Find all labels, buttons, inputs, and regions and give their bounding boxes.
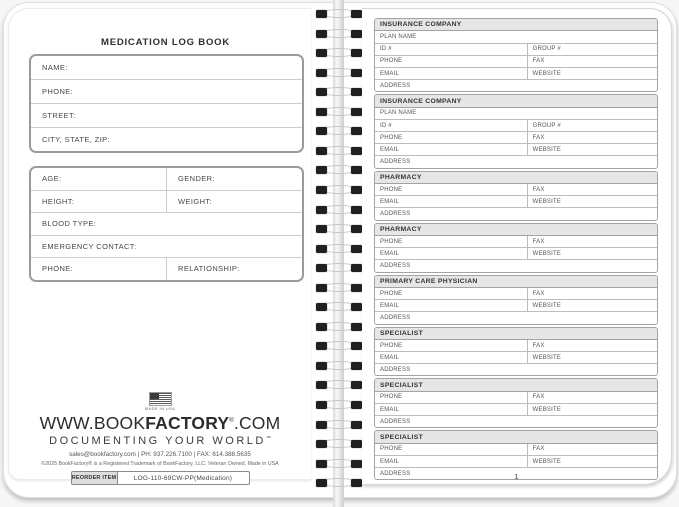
field-label: WEBSITE (527, 68, 657, 79)
field-label: ADDRESS (380, 82, 411, 89)
field-row (31, 79, 302, 103)
binding-coil (316, 321, 362, 334)
left-page (8, 8, 311, 480)
field-row (375, 288, 657, 299)
field-label: WEBSITE (527, 456, 657, 467)
form-section (374, 18, 658, 92)
binding-coil (316, 399, 362, 412)
punch-hole-left (316, 166, 327, 174)
binding-coil (316, 106, 362, 119)
bookfactory-footer (39, 393, 281, 485)
punch-hole-right (351, 206, 362, 214)
field-label: HEIGHT: (42, 196, 75, 206)
field-row (375, 392, 657, 403)
field-row (375, 415, 657, 427)
punch-hole-left (316, 381, 327, 389)
field-row (375, 108, 657, 119)
field-row (31, 103, 302, 127)
field-row (375, 259, 657, 271)
binding-coil (316, 86, 362, 99)
reorder-item-label: REORDER ITEM (72, 472, 118, 484)
field-label: EMAIL (380, 354, 400, 361)
field-row (31, 56, 302, 79)
field-label: EMAIL (380, 198, 400, 205)
field-row (375, 340, 657, 351)
field-label: PHONE (380, 186, 403, 193)
punch-hole-left (316, 362, 327, 370)
field-row (375, 119, 657, 131)
field-label: ADDRESS (380, 470, 411, 477)
field-row (375, 131, 657, 143)
punch-hole-right (351, 245, 362, 253)
binding-coil (316, 262, 362, 275)
punch-hole-right (351, 401, 362, 409)
binding-coil (316, 419, 362, 432)
binding-coil (316, 458, 362, 471)
field-label: FAX (527, 392, 657, 403)
punch-hole-left (316, 10, 327, 18)
field-label: ADDRESS (380, 418, 411, 425)
field-label: ADDRESS (380, 211, 411, 218)
binding-coil (316, 360, 362, 373)
punch-hole-right (351, 381, 362, 389)
punch-hole-right (351, 147, 362, 155)
field-label: CITY, STATE, ZIP: (42, 135, 111, 144)
punch-hole-right (351, 264, 362, 272)
binding-coil (316, 125, 362, 138)
field-row (375, 55, 657, 67)
punch-hole-right (351, 69, 362, 77)
punch-hole-left (316, 303, 327, 311)
punch-hole-left (316, 206, 327, 214)
field-label: ADDRESS (380, 262, 411, 269)
punch-hole-left (316, 284, 327, 292)
punch-hole-left (316, 147, 327, 155)
field-row (375, 247, 657, 259)
page-title: MEDICATION LOG BOOK (100, 37, 231, 48)
field-label: PHONE (380, 394, 403, 401)
field-label: PHONE (380, 290, 403, 297)
reorder-item-bar (71, 471, 250, 485)
field-row (375, 207, 657, 219)
field-label: AGE: (42, 174, 62, 184)
form-section (374, 171, 658, 221)
punch-hole-left (316, 225, 327, 233)
punch-hole-left (316, 264, 327, 272)
field-row (375, 79, 657, 91)
binding-coil (316, 28, 362, 41)
field-row (31, 127, 302, 151)
field-label: ID # (380, 46, 392, 53)
punch-hole-right (351, 49, 362, 57)
section-header: SPECIALIST (375, 328, 657, 340)
punch-hole-right (351, 421, 362, 429)
section-header: SPECIALIST (375, 379, 657, 391)
punch-hole-right (351, 323, 362, 331)
punch-hole-left (316, 342, 327, 350)
flag-caption: MADE IN USA (144, 406, 176, 411)
section-header: PHARMACY (375, 224, 657, 236)
tagline-text: DOCUMENTING YOUR WORLD (49, 435, 266, 447)
field-row (375, 195, 657, 207)
punch-hole-left (316, 245, 327, 253)
field-label: WEBSITE (527, 196, 657, 207)
brand-tagline (49, 435, 271, 447)
binding-coil (316, 438, 362, 451)
punch-hole-right (351, 10, 362, 18)
field-label: FAX (527, 236, 657, 247)
field-label: STREET: (42, 111, 76, 120)
punch-hole-left (316, 479, 327, 487)
field-label: FAX (527, 132, 657, 143)
field-row (375, 299, 657, 311)
registered-mark: ® (229, 418, 234, 425)
binding-coil (316, 145, 362, 158)
form-section (374, 327, 658, 377)
field-label: PLAN NAME (380, 33, 417, 40)
field-label: FAX (527, 444, 657, 455)
usa-flag-icon (150, 393, 171, 405)
punch-hole-left (316, 421, 327, 429)
punch-hole-right (351, 303, 362, 311)
field-row (375, 43, 657, 55)
brand-prefix: WWW.BOOK (39, 413, 146, 433)
field-label: EMAIL (380, 70, 400, 77)
field-label: PHONE (380, 446, 403, 453)
binding-coil (316, 67, 362, 80)
binding-coil (316, 243, 362, 256)
field-label: WEBSITE (527, 300, 657, 311)
binding-coil (316, 164, 362, 177)
right-page (362, 8, 672, 485)
section-header: INSURANCE COMPANY (375, 19, 657, 31)
punch-hole-right (351, 166, 362, 174)
field-label: EMAIL (380, 458, 400, 465)
trademark-mark: ™ (265, 435, 271, 442)
binding-coil (316, 8, 362, 21)
punch-hole-right (351, 440, 362, 448)
punch-hole-left (316, 401, 327, 409)
contact-line: sales@bookfactory.com | PH: 937.226.7100 | FAX: 614.388.5635 (69, 451, 251, 458)
field-label: EMERGENCY CONTACT: (42, 241, 137, 251)
punch-hole-left (316, 323, 327, 331)
field-label: FAX (527, 340, 657, 351)
section-header: PRIMARY CARE PHYSICIAN (375, 276, 657, 288)
punch-hole-right (351, 460, 362, 468)
punch-hole-right (351, 342, 362, 350)
field-label: FAX (527, 288, 657, 299)
form-section (374, 223, 658, 273)
field-label: NAME: (42, 63, 68, 72)
field-label: ADDRESS (380, 366, 411, 373)
field-row (375, 363, 657, 375)
field-label: GROUP # (527, 44, 657, 55)
field-row (375, 184, 657, 195)
form-section (374, 94, 658, 168)
field-row (375, 351, 657, 363)
field-label: PHONE (380, 134, 403, 141)
binding-coil (316, 340, 362, 353)
field-row (375, 155, 657, 167)
field-row (375, 236, 657, 247)
punch-hole-left (316, 460, 327, 468)
page-number: 1 (514, 472, 519, 481)
field-label: WEBSITE (527, 404, 657, 415)
reorder-item-value: LOG-110-69CW-PP(Medication) (133, 474, 233, 482)
copyright-line: ©2025 BookFactory® is a Registered Trademark of BookFactory, LLC. Veteran Owned, Made in USA (41, 461, 279, 467)
field-row (31, 235, 302, 258)
field-row (375, 31, 657, 42)
punch-hole-left (316, 69, 327, 77)
field-label: EMAIL (380, 250, 400, 257)
binding-coil (316, 477, 362, 490)
punch-hole-right (351, 88, 362, 96)
field-label: PLAN NAME (380, 110, 417, 117)
punch-hole-left (316, 186, 327, 194)
field-label: GENDER: (166, 168, 302, 190)
field-label: EMAIL (380, 302, 400, 309)
field-label: GROUP # (527, 120, 657, 131)
field-row (375, 67, 657, 79)
punch-hole-right (351, 225, 362, 233)
profile-info-box (29, 166, 304, 282)
binding-coil (316, 282, 362, 295)
field-label: ADDRESS (380, 314, 411, 321)
punch-hole-right (351, 362, 362, 370)
punch-hole-right (351, 284, 362, 292)
field-label: FAX (527, 56, 657, 67)
field-label: PHONE (380, 238, 403, 245)
field-label: BLOOD TYPE: (42, 219, 97, 229)
binding-coil (316, 204, 362, 217)
field-row (375, 444, 657, 455)
binding-coil (316, 223, 362, 236)
field-row (375, 311, 657, 323)
field-row (31, 257, 302, 280)
field-label: WEIGHT: (166, 191, 302, 213)
binding-coil (316, 301, 362, 314)
field-label: PHONE (380, 58, 403, 65)
contact-info-box (29, 54, 304, 153)
field-label: ADDRESS (380, 159, 411, 166)
punch-hole-right (351, 479, 362, 487)
spiral-binding (316, 0, 362, 507)
field-row (31, 190, 302, 213)
punch-hole-left (316, 127, 327, 135)
field-label: WEBSITE (527, 248, 657, 259)
field-row (375, 455, 657, 467)
field-label: RELATIONSHIP: (166, 258, 302, 280)
brand-bold: FACTORY (145, 413, 230, 433)
punch-hole-left (316, 108, 327, 116)
field-row (31, 212, 302, 235)
field-label: WEBSITE (527, 352, 657, 363)
form-section (374, 378, 658, 428)
form-section (374, 275, 658, 325)
punch-hole-left (316, 30, 327, 38)
binding-coil (316, 379, 362, 392)
form-sections (374, 18, 658, 480)
punch-hole-left (316, 440, 327, 448)
binding-coil (316, 47, 362, 60)
field-label: EMAIL (380, 406, 400, 413)
field-label: ID # (380, 122, 392, 129)
field-row (31, 168, 302, 190)
field-label: PHONE: (42, 87, 74, 96)
punch-hole-right (351, 108, 362, 116)
punch-hole-left (316, 88, 327, 96)
section-header: PHARMACY (375, 172, 657, 184)
bookfactory-logo (40, 413, 281, 434)
binding-coil (316, 184, 362, 197)
brand-suffix: .COM (233, 413, 281, 433)
section-header: SPECIALIST (375, 431, 657, 443)
field-row (375, 143, 657, 155)
field-row (375, 403, 657, 415)
punch-hole-left (316, 49, 327, 57)
field-label: PHONE: (42, 264, 74, 274)
field-label: EMAIL (380, 146, 400, 153)
punch-hole-right (351, 127, 362, 135)
field-label: FAX (527, 184, 657, 195)
section-header: INSURANCE COMPANY (375, 95, 657, 107)
punch-hole-right (351, 186, 362, 194)
field-label: PHONE (380, 342, 403, 349)
punch-hole-right (351, 30, 362, 38)
field-label: WEBSITE (527, 144, 657, 155)
